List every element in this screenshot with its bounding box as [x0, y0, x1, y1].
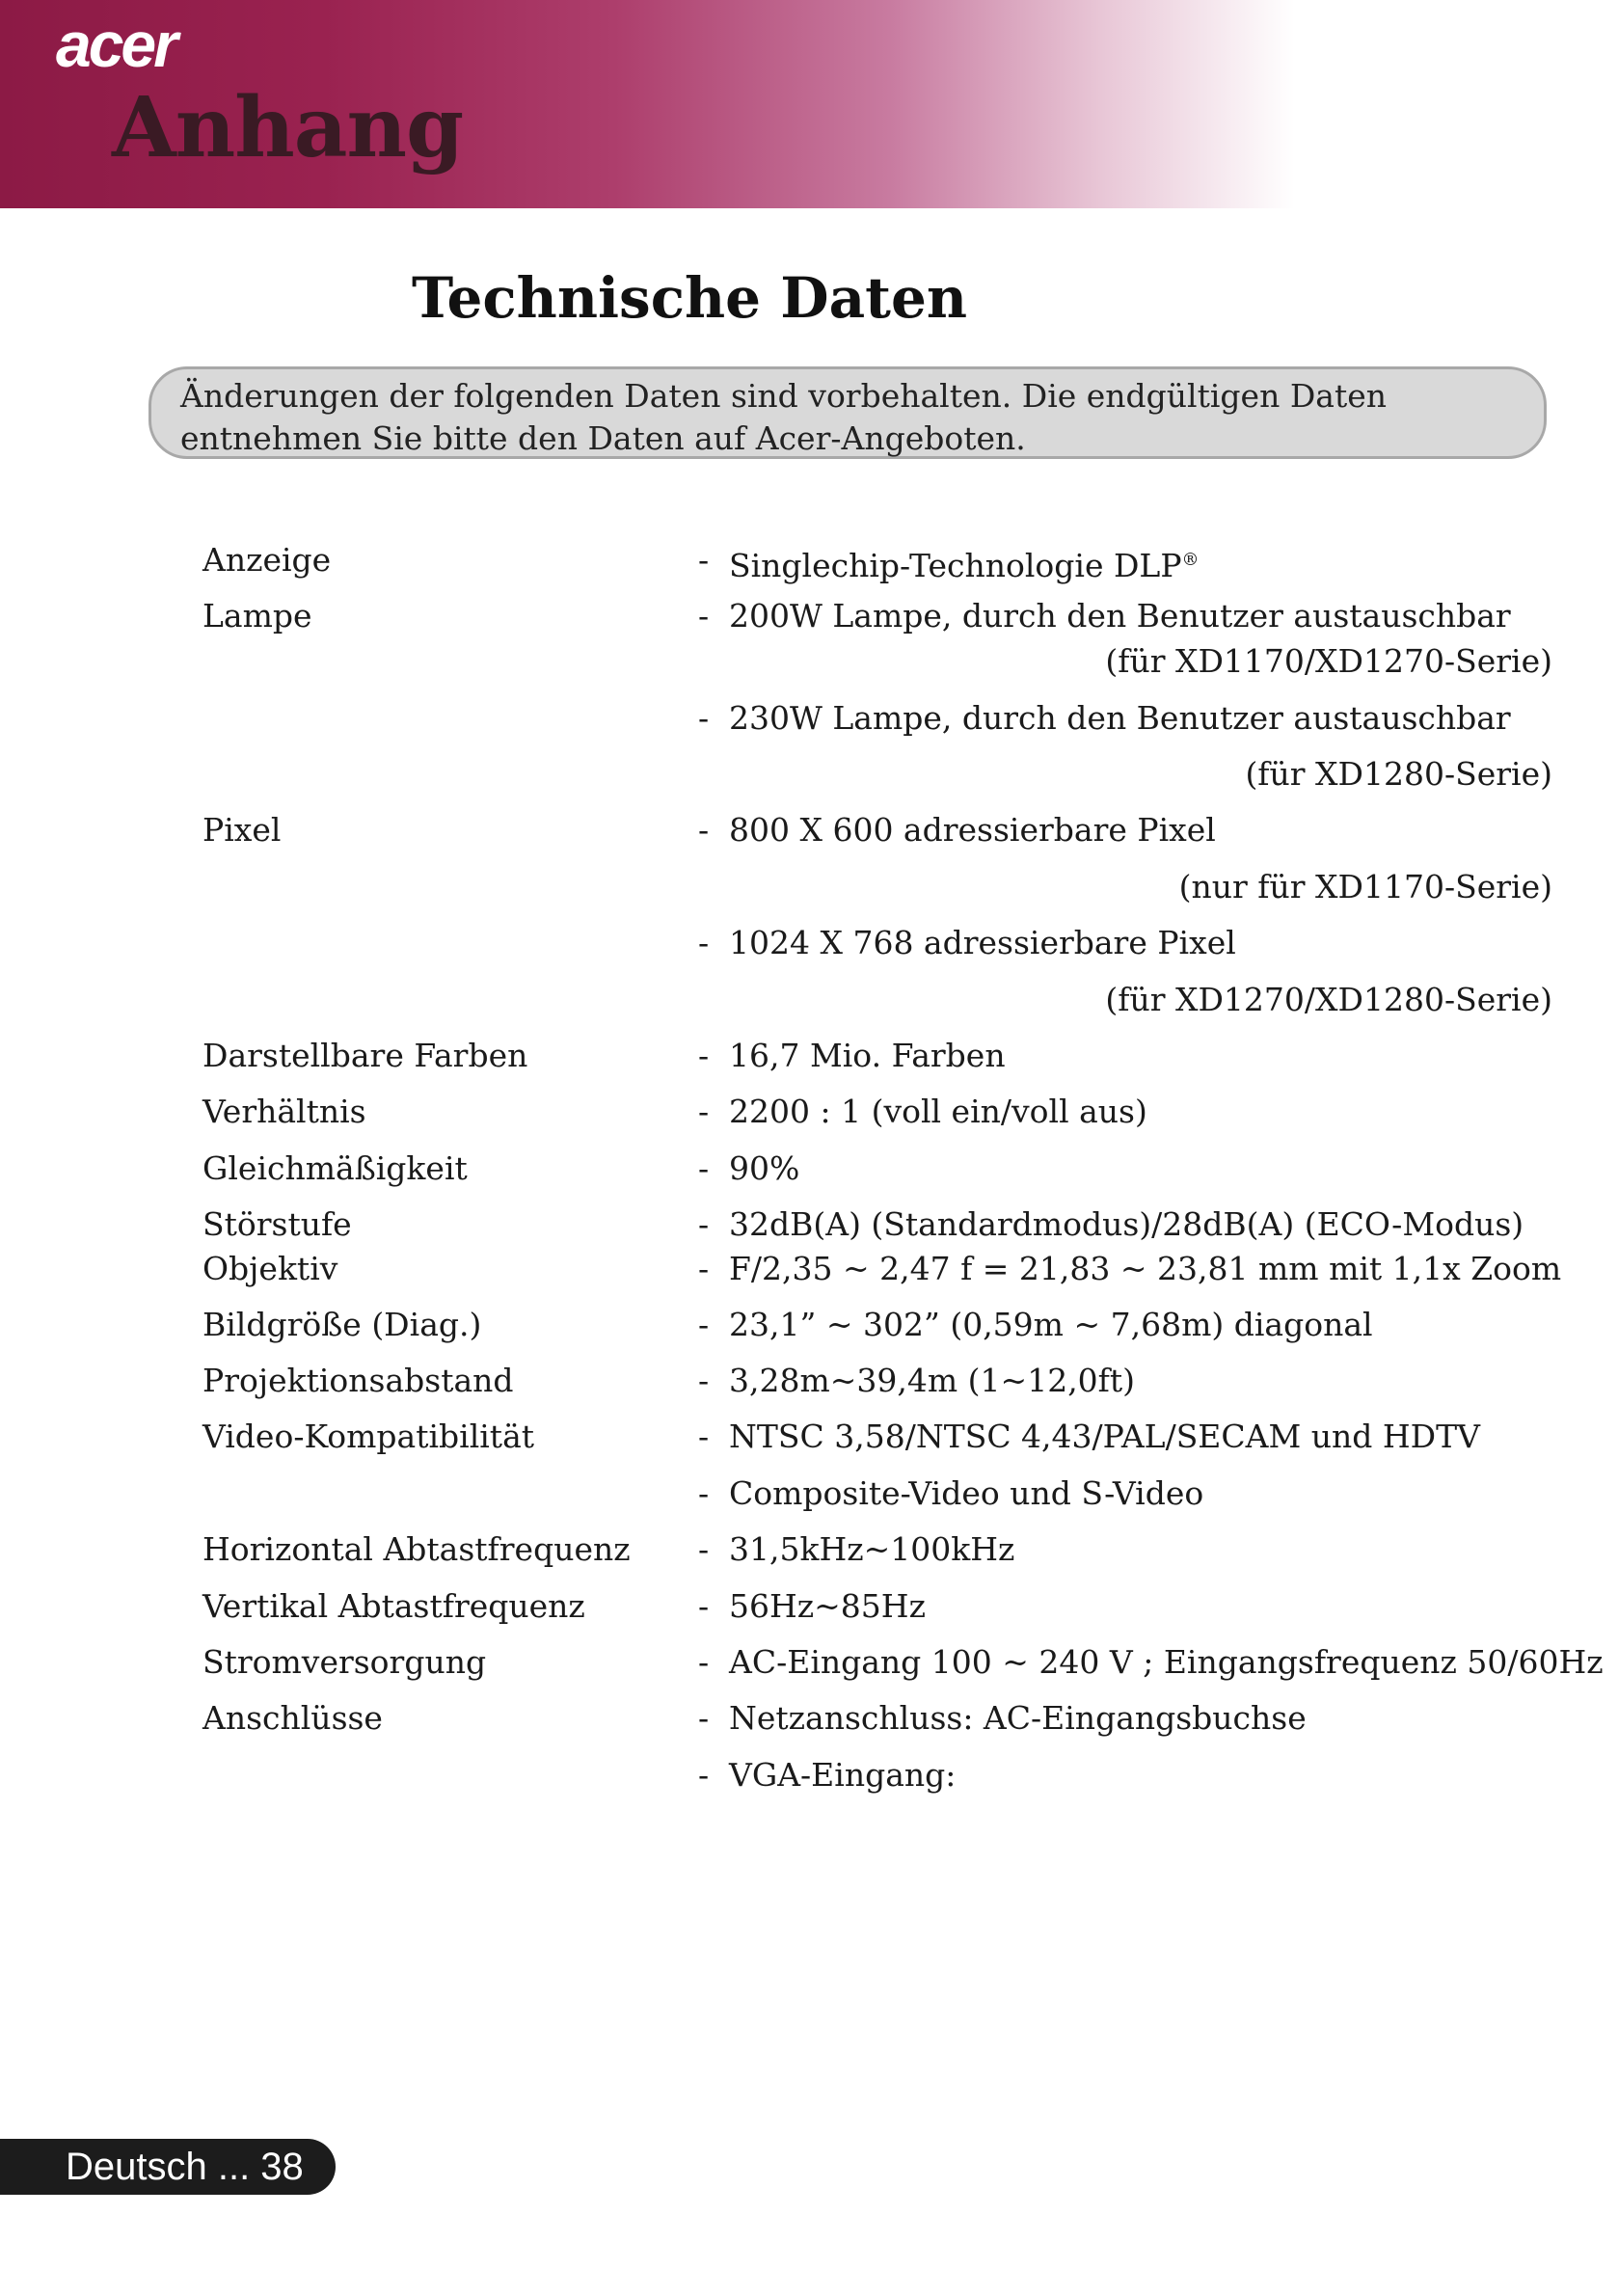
spec-row-distance: [202, 1359, 1552, 1403]
spec-row-colors: [202, 1034, 1552, 1078]
spec-label: Verhältnis: [202, 1093, 366, 1130]
spec-label: Anschlüsse: [202, 1699, 383, 1737]
spec-label: Vertikal Abtastfrequenz: [202, 1587, 585, 1625]
spec-value: 90%: [729, 1149, 800, 1187]
spec-value: 31,5kHz~100kHz: [729, 1530, 1015, 1568]
spec-label: Anzeige: [202, 541, 332, 579]
registered-mark: ®: [1181, 550, 1200, 570]
spec-value: Singlechip-Technologie DLP®: [729, 547, 1200, 584]
spec-label: Horizontal Abtastfrequenz: [202, 1530, 631, 1568]
spec-row-ratio: [202, 1090, 1552, 1134]
bullet-dash: -: [698, 1756, 710, 1794]
bullet-dash: -: [698, 811, 710, 849]
spec-value: AC-Eingang 100 ~ 240 V ; Eingangsfrequenz 50/60Hz: [729, 1643, 1604, 1681]
spec-row-ports-2: [202, 1753, 1552, 1797]
acer-logo: acer: [56, 9, 175, 80]
bullet-dash: -: [698, 1474, 710, 1512]
bullet-dash: -: [698, 1037, 710, 1074]
bullet-dash: -: [698, 1643, 710, 1681]
bullet-dash: -: [698, 1250, 710, 1287]
bullet-dash: -: [698, 1530, 710, 1568]
spec-value: 800 X 600 adressierbare Pixel: [729, 811, 1216, 849]
page-footer: [0, 2139, 336, 2195]
spec-label: Bildgröße (Diag.): [202, 1306, 482, 1343]
spec-label: Lampe: [202, 597, 312, 635]
spec-value: 200W Lampe, durch den Benutzer austauschbar: [729, 597, 1511, 635]
spec-row-pixel: [202, 808, 1552, 852]
notice-text: Änderungen der folgenden Daten sind vorbehalten. Die endgültigen Daten entnehmen Sie bitte den Daten auf Acer-Angeboten.: [180, 377, 1388, 457]
spec-row-ports: [202, 1696, 1552, 1741]
bullet-dash: -: [698, 597, 710, 635]
header-banner: [0, 0, 1618, 208]
spec-row-display: [202, 538, 1552, 582]
spec-row-pixel-2: [202, 921, 1552, 965]
bullet-dash: -: [698, 541, 710, 579]
spec-value: Composite-Video und S-Video: [729, 1474, 1204, 1512]
spec-row-h-freq: [202, 1527, 1552, 1572]
spec-label: Darstellbare Farben: [202, 1037, 528, 1074]
spec-row-power: [202, 1640, 1604, 1685]
bullet-dash: -: [698, 1362, 710, 1399]
section-title: Anhang: [112, 79, 464, 176]
spec-row-image-size: [202, 1303, 1552, 1347]
spec-note-row: [202, 752, 1552, 797]
spec-note: (für XD1280-Serie): [1245, 755, 1552, 793]
spec-row-noise: [202, 1202, 1552, 1247]
bullet-dash: -: [698, 1418, 710, 1455]
spec-note-row: [202, 865, 1552, 909]
spec-value: NTSC 3,58/NTSC 4,43/PAL/SECAM und HDTV: [729, 1418, 1480, 1455]
bullet-dash: -: [698, 924, 710, 961]
spec-value: 16,7 Mio. Farben: [729, 1037, 1006, 1074]
spec-value: 23,1” ~ 302” (0,59m ~ 7,68m) diagonal: [729, 1306, 1373, 1343]
spec-label: Pixel: [202, 811, 282, 849]
spec-label: Objektiv: [202, 1250, 338, 1287]
spec-note: (für XD1170/XD1270-Serie): [1105, 642, 1552, 680]
spec-value: F/2,35 ~ 2,47 f = 21,83 ~ 23,81 mm mit 1,1x Zoom: [729, 1250, 1562, 1287]
spec-row-lens: [202, 1247, 1562, 1291]
bullet-dash: -: [698, 1205, 710, 1243]
spec-note: (nur für XD1170-Serie): [1178, 868, 1552, 905]
spec-row-uniformity: [202, 1147, 1552, 1191]
spec-label: Stromversorgung: [202, 1643, 487, 1681]
spec-label: Gleichmäßigkeit: [202, 1149, 468, 1187]
spec-value: Netzanschluss: AC-Eingangsbuchse: [729, 1699, 1307, 1737]
bullet-dash: -: [698, 1093, 710, 1130]
spec-value: 32dB(A) (Standardmodus)/28dB(A) (ECO-Modus): [729, 1205, 1524, 1243]
spec-value: VGA-Eingang:: [729, 1756, 957, 1794]
spec-value: 230W Lampe, durch den Benutzer austauschbar: [729, 699, 1511, 737]
spec-row-v-freq: [202, 1584, 1552, 1629]
spec-value: 2200 : 1 (voll ein/voll aus): [729, 1093, 1147, 1130]
page-number: Deutsch ... 38: [66, 2146, 304, 2188]
spec-value: 56Hz~85Hz: [729, 1587, 926, 1625]
spec-note: (für XD1270/XD1280-Serie): [1105, 981, 1552, 1018]
spec-label: Video-Kompatibilität: [202, 1418, 535, 1455]
spec-note-row: [202, 978, 1552, 1022]
spec-label: Projektionsabstand: [202, 1362, 514, 1399]
bullet-dash: -: [698, 1306, 710, 1343]
page-title: Technische Daten: [411, 265, 968, 331]
bullet-dash: -: [698, 1149, 710, 1187]
spec-label: Störstufe: [202, 1205, 352, 1243]
bullet-dash: -: [698, 699, 710, 737]
spec-note-row: [202, 639, 1552, 684]
bullet-dash: -: [698, 1587, 710, 1625]
spec-row-lamp: [202, 594, 1552, 638]
spec-row-video-2: [202, 1472, 1552, 1516]
notice-box: [148, 366, 1547, 459]
spec-value: 3,28m~39,4m (1~12,0ft): [729, 1362, 1136, 1399]
spec-row-video: [202, 1415, 1552, 1459]
spec-value: 1024 X 768 adressierbare Pixel: [729, 924, 1236, 961]
bullet-dash: -: [698, 1699, 710, 1737]
spec-row-lamp-2: [202, 696, 1552, 741]
